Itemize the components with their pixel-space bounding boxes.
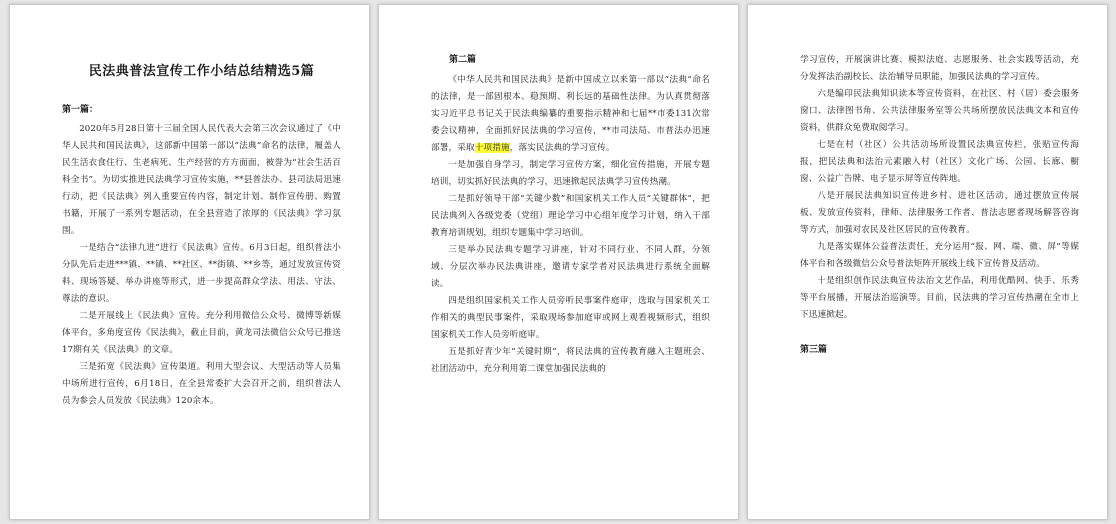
paragraph bbox=[431, 72, 710, 157]
document-page-3 bbox=[747, 4, 1108, 520]
paragraph: 十是组织创作民法典宣传法治文艺作品，利用优酷网、快手、乐秀等平台展播，开展法治巡演等。目前，民法典的学习宣传热潮在全市上下迅速掀起。 bbox=[800, 276, 1079, 320]
paragraph-text: ，落实民法典的学习宣传。 bbox=[509, 143, 615, 153]
paragraph: 三是举办民法典专题学习讲座，针对不同行业、不同人群，分领域、分层次举办民法典讲座，邀请专家学者对民法典进行系统全面解读。 bbox=[431, 245, 710, 289]
paragraph: 八是开展民法典知识宣传进乡村、进社区活动，通过摆放宣传展板、发放宣传资料，律师、法律服务工作者、普法志愿者现场解答咨询等方式，加强对农民及社区居民的宣传教育。 bbox=[800, 191, 1079, 235]
highlighted-text: 十项措施 bbox=[474, 143, 510, 153]
paragraph: 二是开展线上《民法典》宣传。充分利用微信公众号、微博等新媒体平台，多角度宣传《民法典》，截止目前，黄龙司法微信公众号已推送17期有关《民法典》的文章。 bbox=[62, 311, 341, 355]
paragraph: 2020年5月28日第十三届全国人民代表大会第三次会议通过了《中华人民共和国民法典》，这部新中国第一部以“法典”命名的法律，履盖人民生活衣食住行、生老病死、生产经营的方方面面，被誉为“社会生活百科全书”。为切实推进民法典学习宣传实施，**县普法办、县司法局迅速行动，把《民法典》列入重要宣传内容，制定计划、制作宣传册、购置书籍，开展了一系列专题活动，在全县营造了浓厚的《民法典》学习氛围。 bbox=[62, 124, 341, 236]
paragraph-continued: 学习宣传，开展演讲比赛、模拟法庭、志愿服务、社会实践等活动，充分发挥法治副校长、法治辅导员职能，加强民法典的学习宣传。 bbox=[800, 55, 1079, 82]
section-heading-2: 第二篇 bbox=[449, 55, 477, 65]
section-heading-3: 第三篇 bbox=[800, 345, 828, 355]
document-page-2 bbox=[378, 4, 739, 520]
paragraph: 四是组织国家机关工作人员旁听民事案件庭审，选取与国家机关工作相关的典型民事案件，采取现场参加庭审或网上观看视频形式，组织国家机关工作人员旁听庭审。 bbox=[431, 296, 710, 340]
paragraph: 二是抓好领导干部“关键少数”和国家机关工作人员“关键群体”，把民法典列入各级党委（党组）理论学习中心组年度学习计划，纳入干部教育培训规划，组织专题集中学习培训。 bbox=[431, 194, 710, 238]
paragraph: 九是落实媒体公益普法责任，充分运用“报、网、端、微、屏”等媒体平台和各级微信公众号普法矩阵开展线上线下宣传普及活动。 bbox=[800, 242, 1079, 269]
section-heading-1: 第一篇： bbox=[62, 105, 99, 115]
paragraph-text: 《中华人民共和国民法典》是新中国成立以来第一部以“法典”命名的法律，是一部固根本、稳预期、利长远的基础性法律。为认真贯彻落实习近平总书记关于民法典编纂的重要指示精神和七届**市委131次常委会议精神，全面抓好民法典的学习宣传，**市司法局、市普法办迅速部署，采取 bbox=[431, 75, 710, 153]
paragraph: 六是编印民法典知识读本等宣传资料，在社区、村（居）委会服务窗口、法律图书角、公共法律服务室等公共场所摆放民法典文本和宣传资料，供群众免费取阅学习。 bbox=[800, 89, 1079, 133]
paragraph: 三是拓宽《民法典》宣传渠道。利用大型会议、大型活动等人员集中场所进行宣传，6月18日，在全县常委扩大会召开之前，组织普法人员为参会人员发放《民法典》120余本。 bbox=[62, 362, 341, 406]
document-title: 民法典普法宣传工作小结总结精选5篇 bbox=[88, 64, 315, 79]
document-page-1 bbox=[9, 4, 370, 520]
paragraph: 一是加强自身学习，制定学习宣传方案，细化宣传措施，开展专题培训，切实抓好民法典的学习，迅速掀起民法典学习宣传热潮。 bbox=[431, 160, 710, 187]
paragraph: 七是在村（社区）公共活动场所设置民法典宣传栏，张贴宣传海报，把民法典和法治元素融入村（社区）文化广场、公园、长廊、橱窗、公益广告牌、电子显示屏等宣传阵地。 bbox=[800, 140, 1079, 184]
paragraph: 一是结合“法律九进”进行《民法典》宣传。6月3日起，组织普法小分队先后走进***镇、**镇、**社区、**街镇、**乡等，通过发放宣传资料、现场答疑、举办讲座等形式，进一步提高群众学法、用法、守法、尊法的意识。 bbox=[62, 243, 341, 304]
paragraph: 五是抓好青少年“关键时期”，将民法典的宣传教育融入主题班会、社团活动中，充分利用第二课堂加强民法典的 bbox=[431, 347, 710, 374]
